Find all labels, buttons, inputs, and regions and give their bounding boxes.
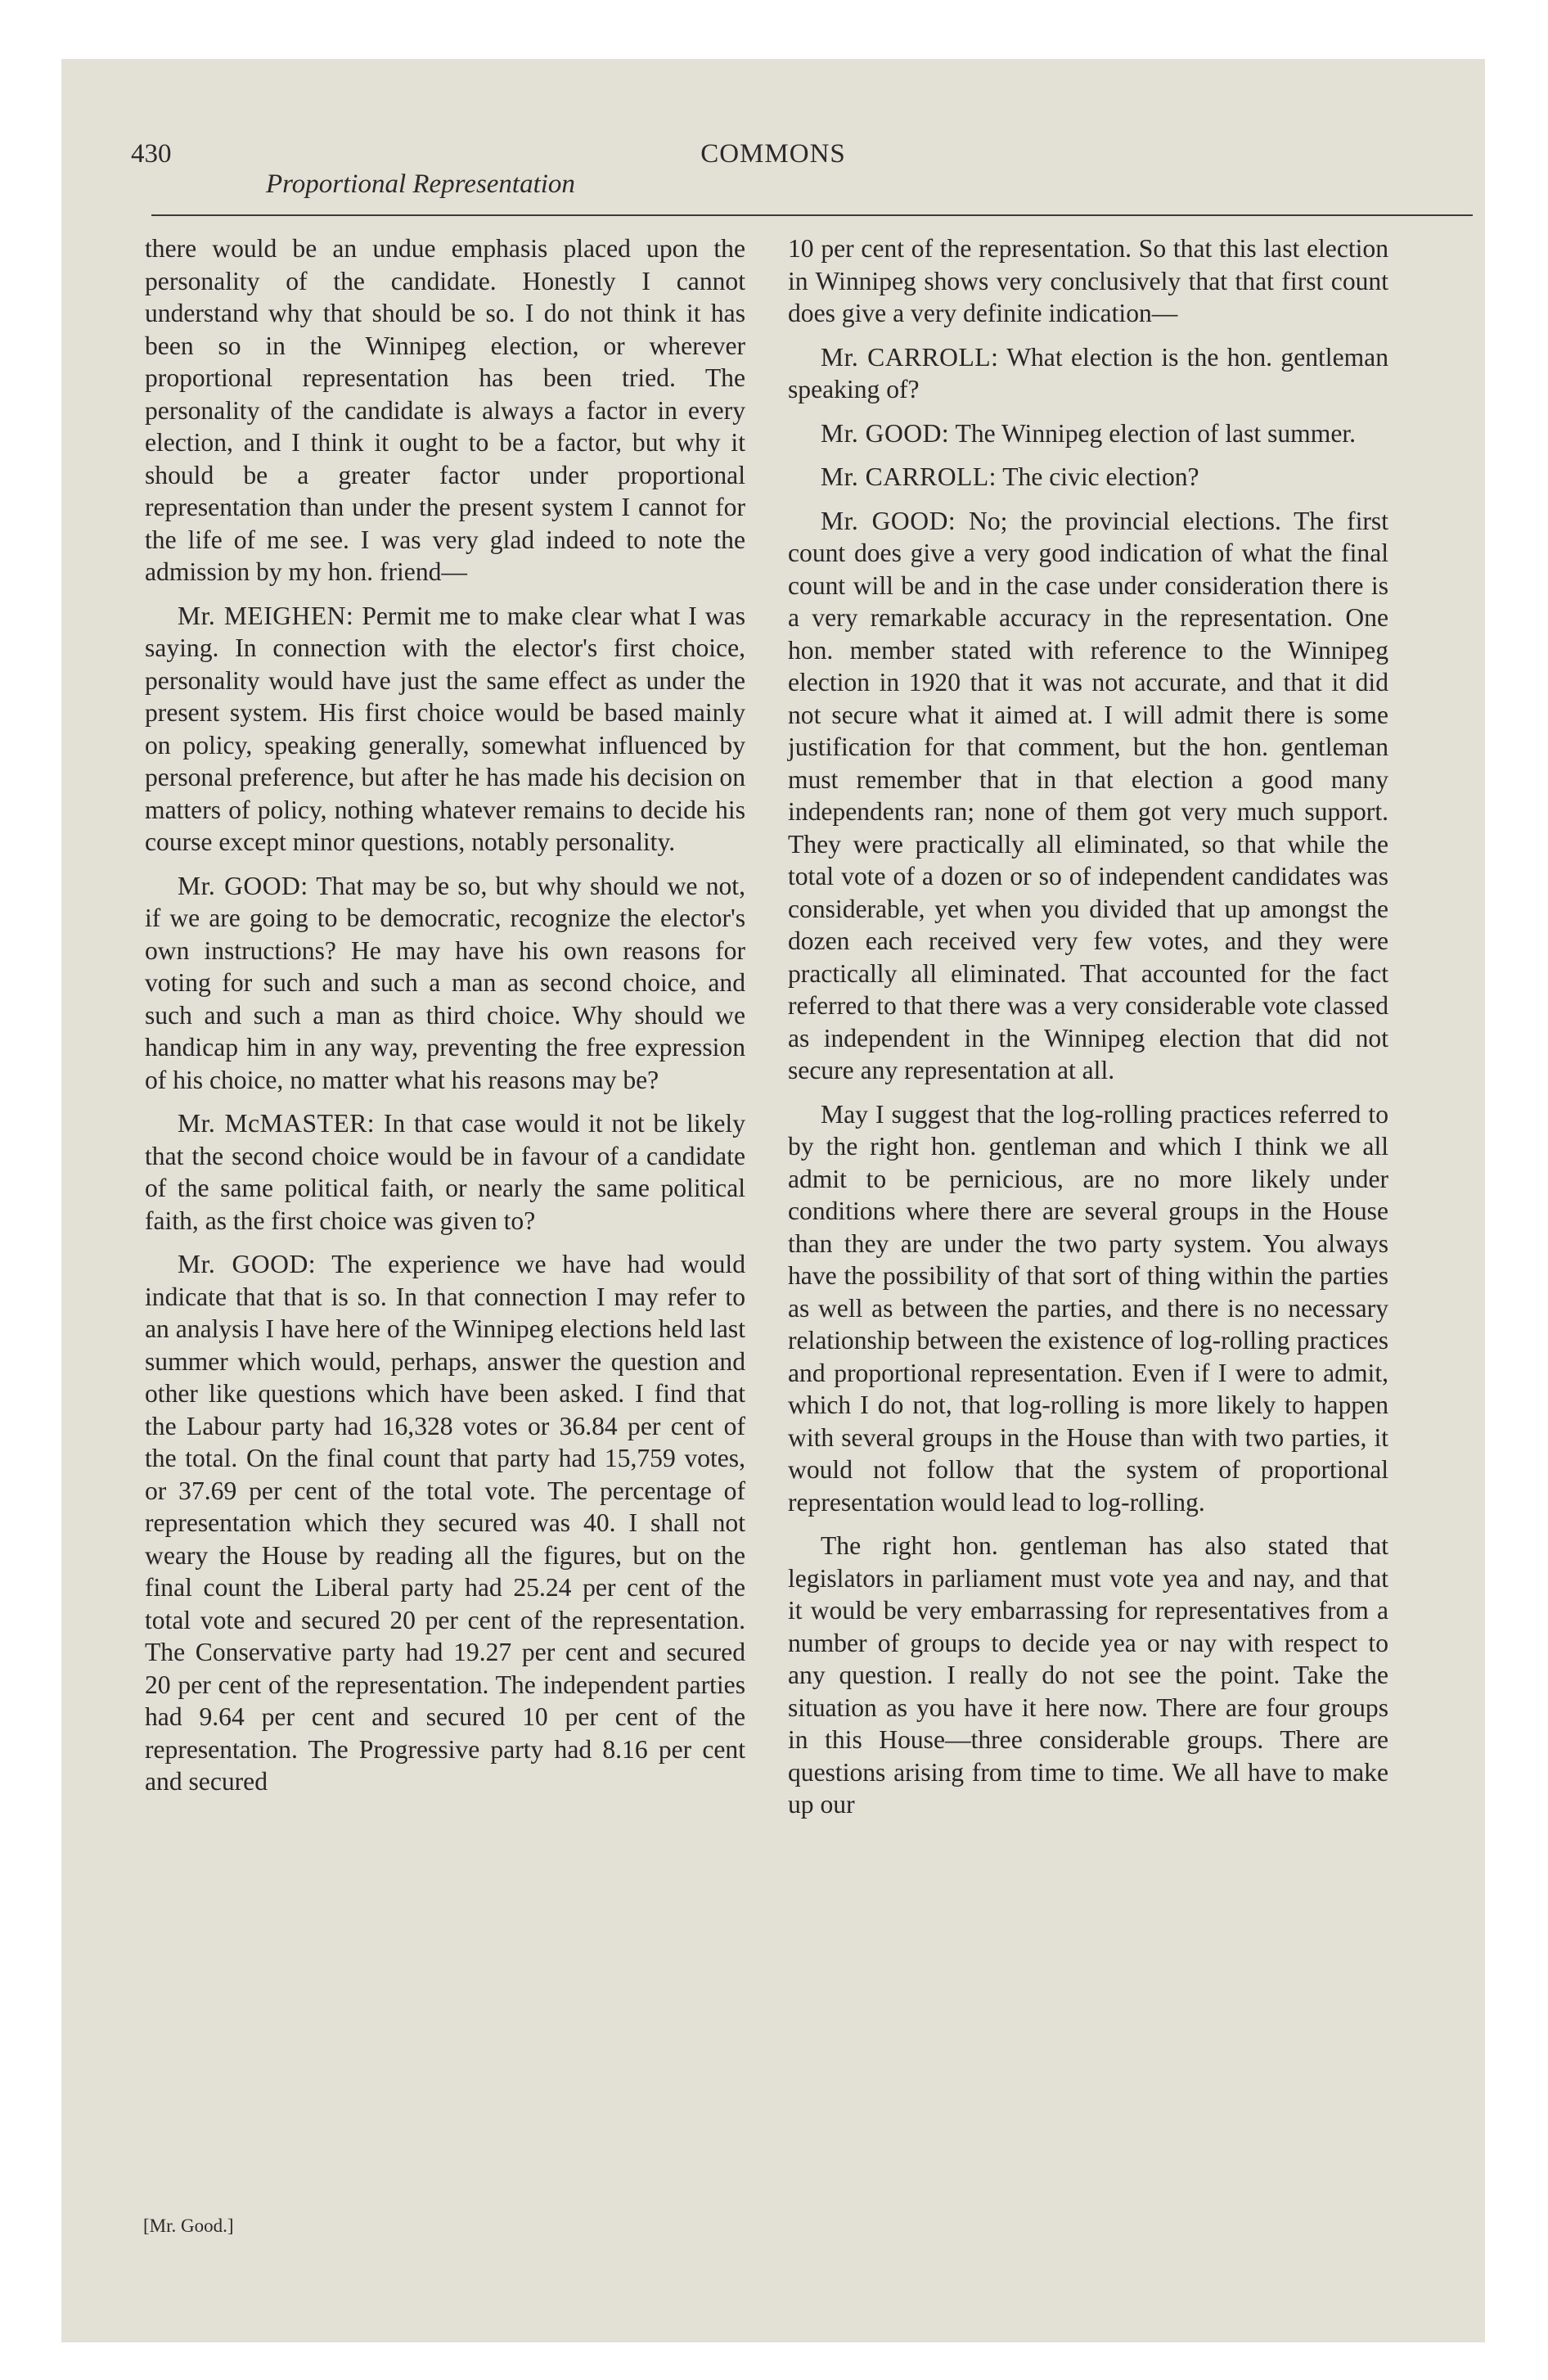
paragraph (788, 461, 1388, 494)
paragraph (788, 341, 1388, 406)
speaker-name: Mr. GOOD: (178, 871, 308, 900)
paragraph (145, 1248, 745, 1798)
paragraph-text: What election is the hon. gentleman speaking of? (788, 342, 1388, 403)
page-header (61, 59, 1485, 223)
speaker-name: Mr. CARROLL: (821, 462, 997, 491)
paragraph (145, 600, 745, 859)
paragraph (145, 870, 745, 1097)
paragraph (788, 505, 1388, 1087)
paragraph (788, 1098, 1388, 1519)
left-column (145, 232, 745, 1810)
paragraph-text: The civic election? (1002, 462, 1199, 491)
paragraph-text: In that case would it not be likely that the second choice would be in favour of a candidate of the same political faith, or nearly the same political faith, as the first choice was given to? (145, 1109, 746, 1235)
paragraph (145, 232, 745, 588)
speaker-name: Mr. CARROLL: (821, 342, 999, 372)
right-column (788, 232, 1388, 1832)
speaker-name: Mr. GOOD: (821, 506, 956, 535)
speaker-name: Mr. MEIGHEN: (178, 601, 354, 630)
paragraph-text: That may be so, but why should we not, if we are going to be democratic, recognize the elector's own instructions? He may have his own reasons for voting for such and such a man as second choice, and such and such a man as third choice. Why should we handicap him in any way, preventing the free expression of his choice, no matter what his reasons may be? (145, 871, 745, 1094)
paragraph-text: The Winnipeg election of last summer. (955, 418, 1357, 448)
running-head: COMMONS (700, 139, 846, 169)
paragraph-text: The right hon. gentleman has also stated that legislators in parliament must vote yea and nay, and that it would be very embarrassing for representatives from a number of groups to decide yea or nay with respect to any question. I really do not see the point. Take the situation as you have it here now. There are four groups in this House—three considerable groups. There are questions arising from time to time. We all have to make up our (788, 1531, 1388, 1819)
header-rule (151, 214, 1473, 216)
paragraph (788, 417, 1388, 450)
paragraph (145, 1107, 745, 1237)
paragraph-text: Permit me to make clear what I was saying. In connection with the elector's first choice, personality would have just the same effect as under the present system. His first choice would be based mainly on policy, speaking generally, somewhat influenced by personal preference, but after he has made his decision on matters of policy, nothing whatever remains to decide his course except minor questions, notably personality. (145, 601, 745, 856)
speaker-name: Mr. GOOD: (821, 418, 950, 448)
scanned-page (61, 59, 1485, 2342)
paragraph-text: there would be an undue emphasis placed upon the personality of the candidate. Honestly I cannot understand why that should be so. I do not think it has been so in the Winnipeg election, or wherever proportional representation has been tried. The personality of the candidate is always a factor in every election, and I think it ought to be a factor, but why it should be a greater factor under proportional representation than under the present system I cannot for the life of me see. I was very glad indeed to note the admission by my hon. friend— (145, 234, 745, 586)
paragraph (788, 232, 1388, 330)
paragraph-text: The experience we have had would indicate that that is so. In that connection I may refer to an analysis I have here of the Winnipeg elections held last summer which would, perhaps, answer the question and other like questions which have been asked. I find that the Labour party had 16,328 votes or 36.84 per cent of the total. On the final count that party had 15,759 votes, or 37.69 per cent of the total vote. The percentage of representation which they secured was 40. I shall not weary the House by reading all the figures, but on the final count the Liberal party had 25.24 per cent of the total vote and secured 20 per cent of the representation. The Conservative party had 19.27 per cent and secured 20 per cent of the representation. The independent parties had 9.64 per cent and secured 10 per cent of the representation. The Progressive party had 8.16 per cent and secured (145, 1250, 745, 1796)
paragraph-text: No; the provincial elections. The first count does give a very good indication of what the final count will be and in the case under consideration there is a very remarkable accuracy in the representation. One hon. member stated with reference to the Winnipeg election in 1920 that it was not accurate, and that it did not secure what it aimed at. I will admit there is some justification for that comment, but the hon. gentleman must remember that in that election a good many independents ran; none of them got very much support. They were practically all eliminated, so that while the total vote of a dozen or so of independent candidates was considerable, yet when you divided that up amongst the dozen each received very few votes, and they were practically all eliminated. That accounted for the fact referred to that there was a very considerable vote classed as independent in the Winnipeg election that did not secure any representation at all. (788, 506, 1388, 1084)
speaker-name: Mr. McMASTER: (178, 1109, 376, 1138)
page-number: 430 (131, 139, 172, 169)
section-title: Proportional Representation (266, 169, 575, 199)
footer-speaker-tag: [Mr. Good.] (143, 2215, 234, 2236)
paragraph-text: 10 per cent of the representation. So that this last election in Winnipeg shows very conclusively that that first count does give a very definite indication— (788, 234, 1388, 327)
speaker-name: Mr. GOOD: (178, 1250, 317, 1278)
paragraph (788, 1530, 1388, 1821)
paragraph-text: May I suggest that the log-rolling practices referred to by the right hon. gentleman and which I think we all admit to be pernicious, are no more likely under conditions where there are several groups in the House than they are under the two party system. You always have the possibility of that sort of thing within the parties as well as between the parties, and there is no necessary relationship between the existence of log-rolling practices and proportional representation. Even if I were to admit, which I do not, that log-rolling is more likely to happen with several groups in the House than with two parties, it would not follow that the system of proportional representation would lead to log-rolling. (788, 1099, 1388, 1517)
